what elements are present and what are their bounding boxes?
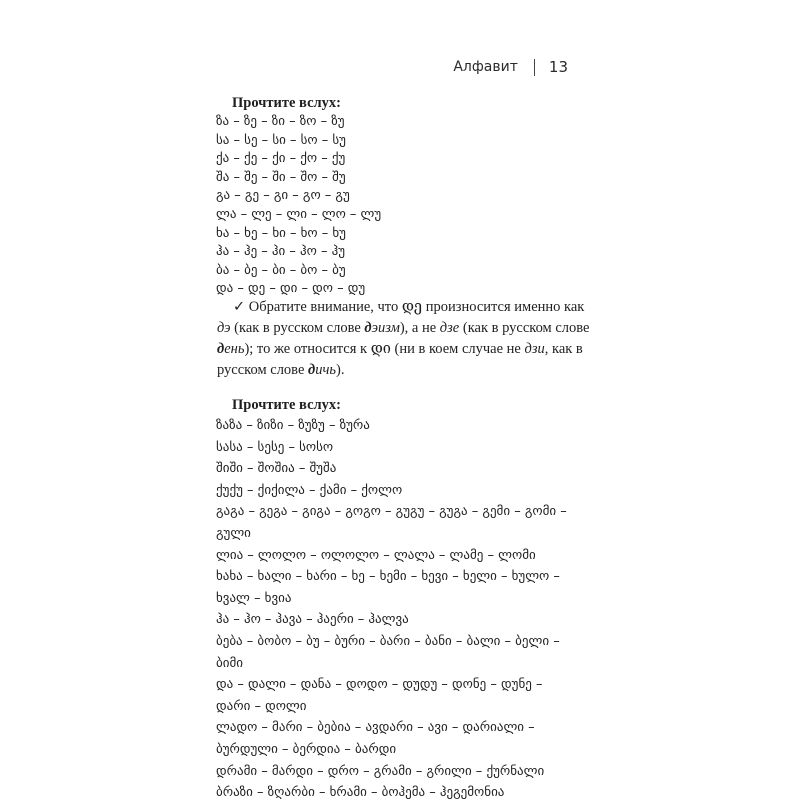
section-2-heading: Прочтите вслух: [232,397,341,413]
syllable-line: და – დე – დი – დო – დუ [216,281,366,297]
page-number: 13 [548,58,568,76]
section-1-lines [216,113,590,299]
word-line: ხვალ – ხვია [216,590,292,606]
syllable-line: ქა – ქე – ქი – ქო – ქუ [216,151,346,167]
section-2-lines [216,415,590,804]
word-line: ჰა – ჰო – ჰავა – ჰაერი – ჰალვა [216,612,409,628]
word-line: ლია – ლოლო – ოლოლო – ლალა – ლამე – ლომი [216,547,536,563]
exercise-words [216,396,590,804]
syllable-line: შა – შე – ში – შო – შუ [216,169,346,185]
syllable-line: სა – სე – სი – სო – სუ [216,132,346,148]
note-paragraph: ✓ Обратите внимание, что დე произносится именно как дэ (как в русском слове дэизм), а не дзе (как в русском слове день); то же относится к დი (ни в коем случае не дзи, как в русском слове дичь). [217,299,590,378]
exercise-syllables [216,94,590,299]
syllable-line: ლა – ლე – ლი – ლო – ლუ [216,206,382,222]
running-header [453,58,568,76]
syllable-line: გა – გე – გი – გო – გუ [216,188,350,204]
section-title: Алфавит [453,59,518,75]
word-line: ქუქუ – ქიქილა – ქამი – ქოლო [216,482,403,498]
georgian-de: დე [401,299,423,315]
syllable-line: ზა – ზე – ზი – ზო – ზუ [216,114,345,129]
word-line: ბება – ბობო – ბუ – ბური – ბარი – ბანი – ბალი – ბელი – [216,633,560,649]
word-line: ლადო – მარი – ბებია – ავდარი – ავი – დარიალი – [216,720,535,736]
word-line: ბურდული – ბერდია – ბარდი [216,741,397,757]
word-line: ბრაზი – ზღარბი – ხრამი – ბოჰემა – ჰეგემონია [216,785,505,801]
georgian-di: დი [370,341,391,357]
word-line: დარი – დოლი [216,698,307,714]
syllable-line: ბა – ბე – ბი – ბო – ბუ [216,262,346,278]
word-line: და – დალი – დანა – დოდო – დუდუ – დონე – დუნე – [216,677,543,693]
section-1-heading: Прочтите вслух: [232,95,341,111]
word-line: ზაზა – ზიზი – ზუზუ – ზურა [216,418,370,433]
word-line: გაგა – გეგა – გიგა – გოგო – გუგუ – გუგა – გემი – გომი – [216,504,567,520]
check-icon: ✓ [233,299,246,315]
word-line: ხახა – ხალი – ხარი – ხე – ხემი – ხევი – ხელი – ხულო – [216,569,560,585]
word-line: დრამი – მარდი – დრო – გრამი – გრილი – ქურნალი [216,763,545,779]
word-line: სასა – სესე – სოსო [216,439,334,455]
word-line: გული [216,525,251,541]
word-line: ბიმი [216,655,243,671]
syllable-line: ხა – ხე – ხი – ხო – ხუ [216,225,346,241]
header-divider [534,59,535,76]
syllable-line: ჰა – ჰე – ჰი – ჰო – ჰუ [216,244,346,260]
word-line: შიში – შოშია – შუშა [216,461,337,477]
